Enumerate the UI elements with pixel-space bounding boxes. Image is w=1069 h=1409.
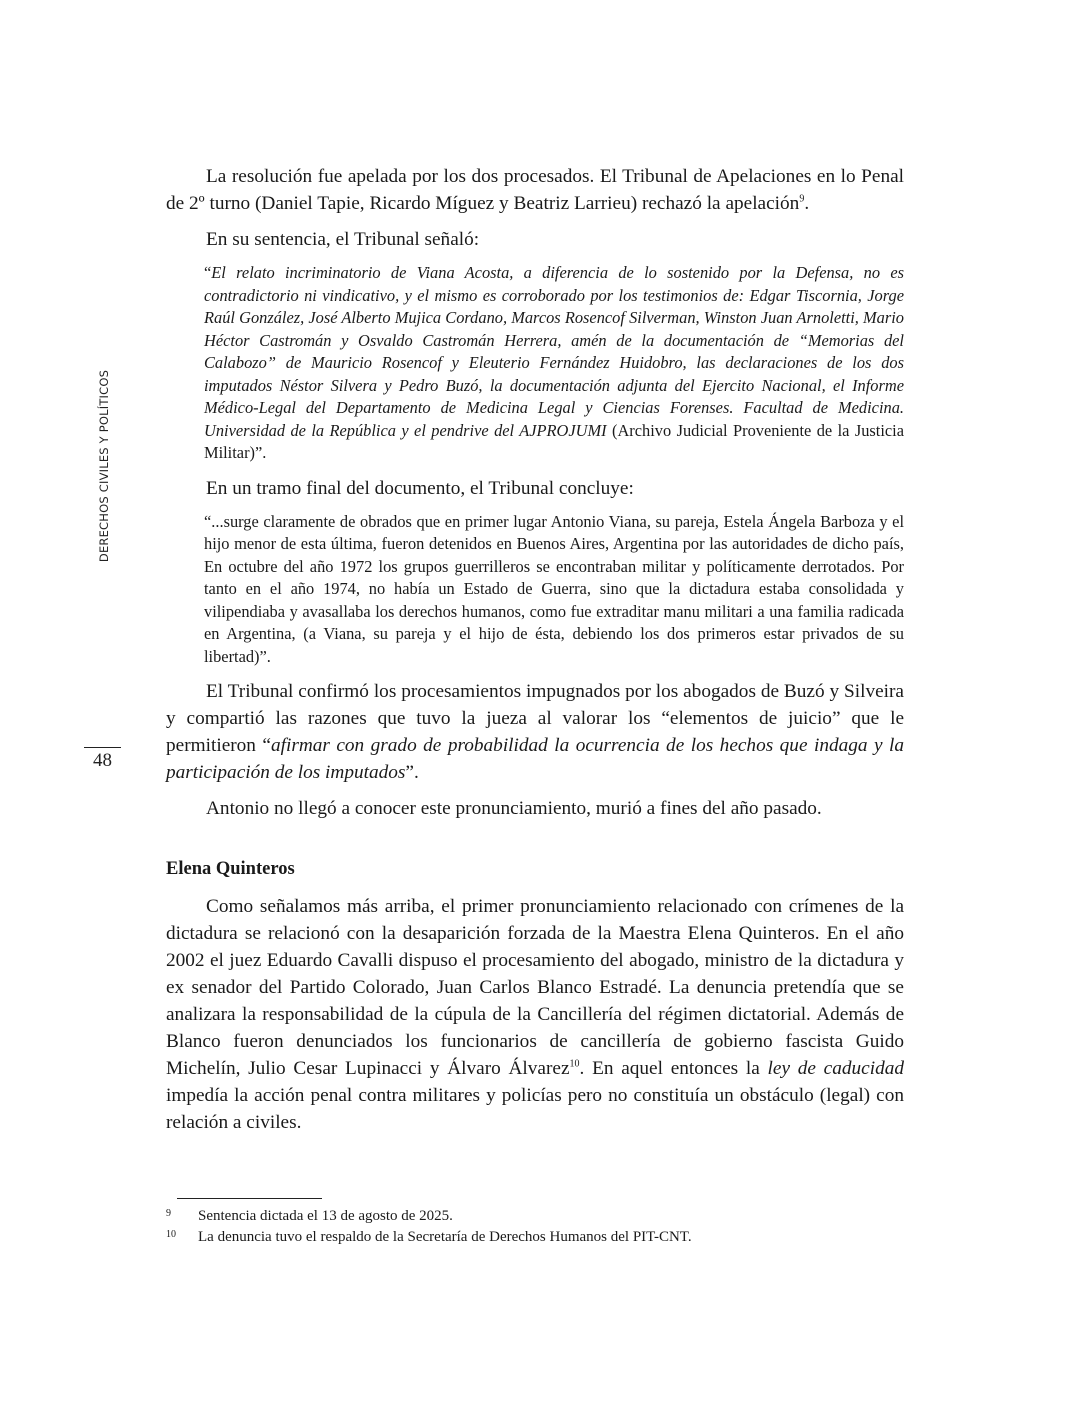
paragraph-confirmation <box>166 678 904 786</box>
footnote-ref-10[interactable]: 10 <box>569 1058 580 1070</box>
paragraph-end: ”. <box>405 762 419 783</box>
footnote-10 <box>166 1227 904 1248</box>
footnote-text: Sentencia dictada el 13 de agosto de 2025. <box>198 1208 453 1224</box>
paragraph-conclusion-intro: En un tramo final del documento, el Tribunal concluye: <box>206 477 634 499</box>
section-side-label: DERECHOS CIVILES Y POLÍTICOS <box>97 369 111 563</box>
footnotes <box>166 1206 904 1248</box>
quote-italic-text: El relato incriminatorio de Viana Acosta, a diferencia de lo sostenido por la Defensa, no es contradictorio ni vindicativo, y el mismo es corroborado por los testimonios de: Edgar Tiscornia, Jorge Raúl González, José Alberto Mujica Cordano, Marcos Rosencof Silverman, Winston Juan Arnoletti, Mario Héctor Castromán y Osvaldo Castromán Herrera, amén de la documentación de “Memorias del Calabozo” de Mauricio Rosencof y Eleuterio Fernández Huidobro, las declaraciones de los dos imputados Néstor Silvera y Pedro Buzó, la documentación adjunta del Ejercito Nacional, el Informe Médico-Legal del Departamento de Medicina Legal y Ciencias Forenses. Facultad de Medicina. Universidad de la República y el pendrive del AJPROJUMI <box>204 263 904 440</box>
paragraph-text: Como señalamos más arriba, el primer pronunciamiento relacionado con crímenes de la dictadura se relacionó con la desaparición forzada de la Maestra Elena Quinteros. En el año 2002 el juez Eduardo Cavalli dispuso el procesamiento del abogado, ministro de la dictadura y ex senador del Partido Colorado, Juan Carlos Blanco Estradé. La denuncia pretendía que se analizara la responsabilidad de la cúpula de la Cancillería del régimen dictatorial. Además de Blanco fueron denunciados los funcionarios de cancillería de gobierno fascista Guido Michelín, Julio Cesar Lupinacci y Álvaro Álvarez <box>166 896 904 1079</box>
paragraph-text: La resolución fue apelada por los dos procesados. El Tribunal de Apelaciones en lo Penal de 2º turno (Daniel Tapie, Ricardo Míguez y Beatriz Larrieu) rechazó la apelación <box>166 166 904 214</box>
footnote-number: 10 <box>166 1229 176 1240</box>
quote-open: “ <box>204 263 212 282</box>
footnote-9 <box>166 1206 904 1227</box>
footnote-text: La denuncia tuvo el respaldo de la Secretaría de Derechos Humanos del PIT-CNT. <box>198 1229 692 1245</box>
paragraph-end: . <box>804 193 810 214</box>
paragraph-end: impedía la acción penal contra militares y policías pero no constituía un obstáculo (legal) con relación a civiles. <box>166 1085 904 1133</box>
footnote-number: 9 <box>166 1208 171 1219</box>
paragraph-antonio: Antonio no llegó a conocer este pronunciamiento, murió a fines del año pasado. <box>206 798 822 819</box>
paragraph-sentence-intro: En su sentencia, el Tribunal señaló: <box>206 229 480 250</box>
footnote-separator <box>177 1198 322 1199</box>
paragraph-mid: . En aquel entonces la <box>579 1058 768 1079</box>
paragraph-elena-quinteros <box>166 893 904 1136</box>
block-quote-tribunal-2: “...surge claramente de obrados que en primer lugar Antonio Viana, su pareja, Estela Ángela Barboza y el hijo menor de esta última, fueron detenidos en Buenos Aires, Argentina por las autoridades de dicho país, En octubre del año 1972 los grupos guerrilleros se encontraban militar y políticamente derrotados. Por tanto en el año 1974, no había un Estado de Guerra, sino que la dictadura estaba consolidada y vilipendiaba y avasallaba los derechos humanos, como fue extraditar manu militari a una familia radicada en Argentina, (a Viana, su pareja y el hijo de ésta, debiendo los dos primeros estar privados de su libertad)”. <box>204 511 904 666</box>
block-quote-tribunal-1 <box>204 262 904 465</box>
paragraph-text: El Tribunal confirmó los procesamientos impugnados por los abogados de Buzó y Silveira y compartió las razones que tuvo la jueza al valorar los “elementos de juicio” que le permitieron “ <box>166 681 904 756</box>
quote-roman-text: (Archivo Judicial Proveniente de la Justicia Militar)”. <box>204 420 904 462</box>
page-number: 48 <box>93 750 112 771</box>
paragraph-appeal <box>166 163 904 217</box>
section-heading: Elena Quinteros <box>166 859 295 879</box>
main-content <box>166 163 904 1136</box>
paragraph-italic-term: ley de caducidad <box>767 1058 904 1079</box>
page-number-rule <box>84 747 121 748</box>
paragraph-italic-quote: afirmar con grado de probabilidad la ocurrencia de los hechos que indaga y la participación de los imputados <box>166 735 904 783</box>
footnote-ref-9[interactable]: 9 <box>799 193 805 205</box>
